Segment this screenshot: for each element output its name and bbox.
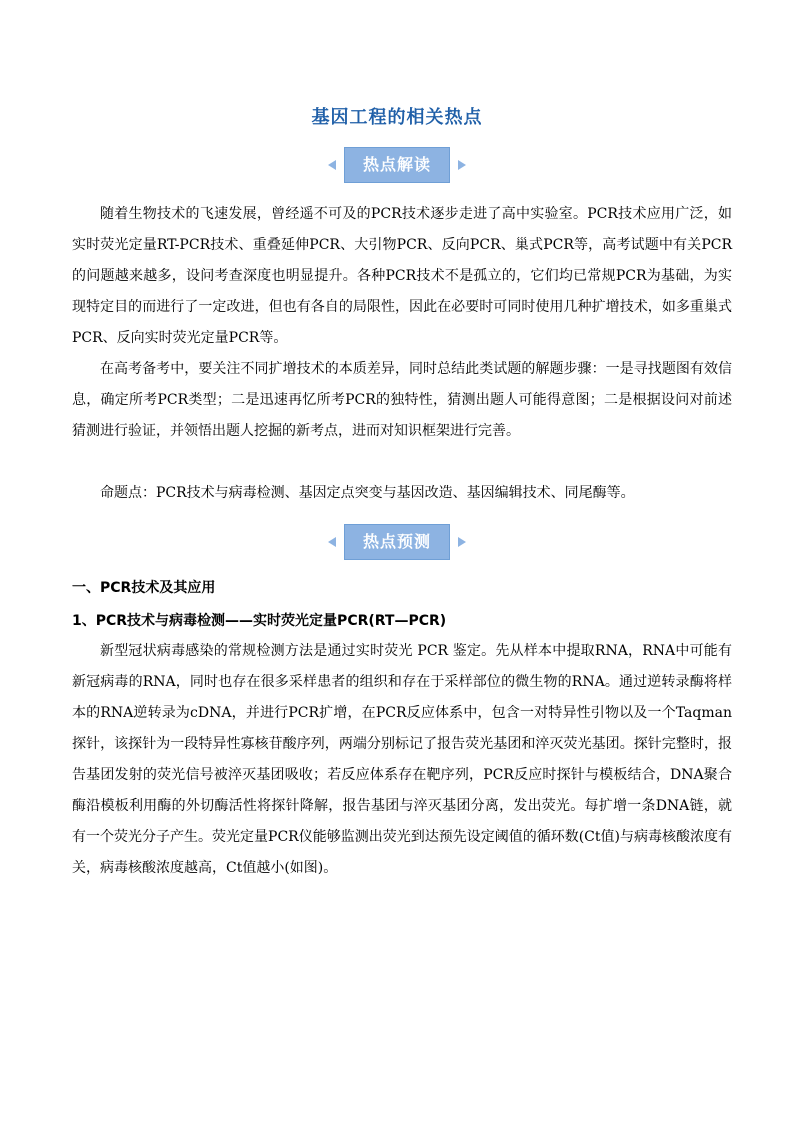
banner-label: 热点解读 (344, 147, 450, 183)
paragraph-topics: 命题点：PCR技术与病毒检测、基因定点突变与基因改造、基因编辑技术、同尾酶等。 (100, 485, 635, 501)
paragraph-exam-prep: 在高考备考中，要关注不同扩增技术的本质差异，同时总结此类试题的解题步骤：一是寻找题图有效信息，确定所考PCR类型；二是迅速再忆所考PCR的独特性，猜测出题人可能得意图；二是根据设问对前述猜测进行验证，并领悟出题人挖掘的新考点，进而对知识框架进行完善。 (72, 361, 732, 439)
section-banner-hot-prediction (0, 524, 794, 560)
banner-label: 热点预测 (344, 524, 450, 560)
paragraph-intro: 随着生物技术的飞速发展，曾经遥不可及的PCR技术逐步走进了高中实验室。PCR技术应用广泛，如实时荧光定量RT-PCR技术、重叠延伸PCR、大引物PCR、反向PCR、巢式PCR等，高考试题中有关PCR的问题越来越多，设问考查深度也明显提升。各种PCR技术不是孤立的，它们均已常规PCR为基础，为实现特定目的而进行了一定改进，但也有各自的局限性，因此在必要时可同时使用几种扩增技术，如多重巢式PCR、反向实时荧光定量PCR等。 (72, 206, 732, 346)
subsection-heading: 1、PCR技术与病毒检测——实时荧光定量PCR(RT—PCR) (72, 613, 447, 629)
section-heading: 一、PCR技术及其应用 (72, 580, 216, 596)
triangle-left-icon (328, 537, 336, 547)
triangle-left-icon (328, 160, 336, 170)
triangle-right-icon (458, 160, 466, 170)
triangle-right-icon (458, 537, 466, 547)
paragraph-virus-detection: 新型冠状病毒感染的常规检测方法是通过实时荧光 PCR 鉴定。先从样本中提取RNA，RNA中可能有新冠病毒的RNA，同时也存在很多采样患者的组织和存在于采样部位的微生物的RNA。通过逆转录酶将样本的RNA逆转录为cDNA，并进行PCR扩增，在PCR反应体系中，包含一对特异性引物以及一个Taqman探针，该探针为一段特异性寡核苷酸序列，两端分别标记了报告荧光基团和淬灭荧光基团。探针完整时，报告基团发射的荧光信号被淬灭基团吸收；若反应体系存在靶序列，PCR反应时探针与模板结合，DNA聚合酶沿模板利用酶的外切酶活性将探针降解，报告基团与淬灭基团分离，发出荧光。每扩增一条DNA链，就有一个荧光分子产生。荧光定量PCR仪能够监测出荧光到达预先设定阈值的循环数(Ct值)与病毒核酸浓度有关，病毒核酸浓度越高，Ct值越小(如图)。 (72, 643, 732, 876)
section-banner-hot-interpretation (0, 147, 794, 183)
page-title: 基因工程的相关热点 (311, 107, 483, 128)
